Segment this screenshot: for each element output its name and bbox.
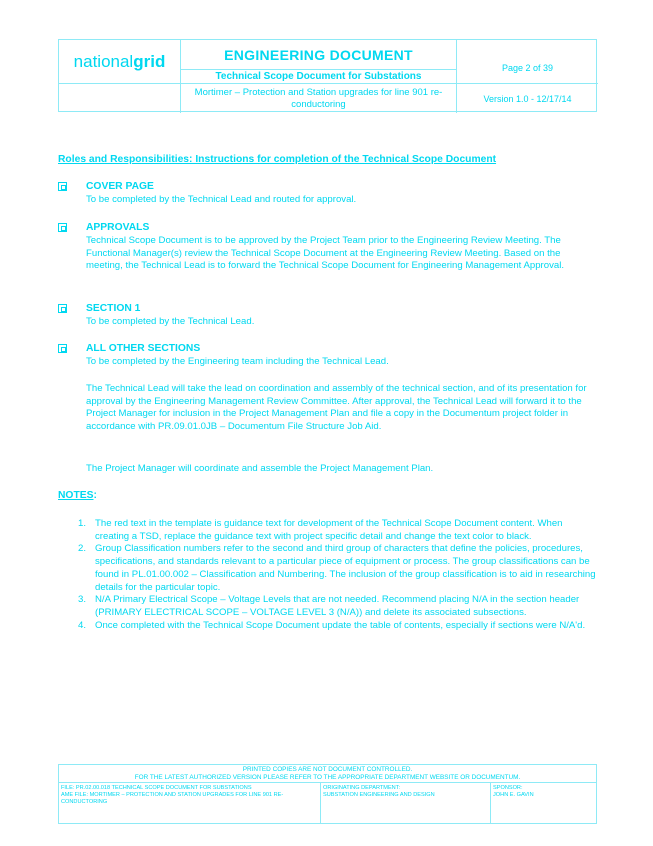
instructions-heading: Roles and Responsibilities: Instructions for completion of the Technical Scope Document: [58, 154, 497, 165]
note-item: [78, 543, 598, 594]
section-title: APPROVALS: [86, 222, 150, 233]
section-body: To be completed by the Engineering team including the Technical Lead.: [86, 356, 389, 367]
section-body: Technical Scope Document is to be approved by the Project Team prior to the Engineering Review Meeting. The Functional Manager(s) review the Technical Scope Document at the Engineering Review Meeting. Based on the meeting, the Technical Lead is to forward the Technical Scope Document for Engineering Management Approval.: [86, 235, 565, 272]
version-label: Version 1.0 - 12/17/14: [483, 93, 572, 104]
section-title: SECTION 1: [86, 303, 141, 314]
notes-heading: NOTES:: [58, 490, 97, 501]
note-text: Group Classification numbers refer to the second and third group of characters that define the policies, procedures, specifications, and standards relevant to a particular piece of equipment or process. The group classifications can be found in PL.01.00.002 – Classification and Numbering. The inclusion of the group classification is to aid in researching details for the particular topic.: [95, 543, 596, 593]
note-text: N/A Primary Electrical Scope – Voltage Levels that are not needed. Recommend placing N/A in the section header (PRIMARY ELECTRICAL SCOPE – VOLTAGE LEVEL 3 (N/A)) and delete its associated subsections.: [95, 594, 580, 618]
note-text: The red text in the template is guidance text for development of the Technical Scope Document content. When creating a TSD, replace the guidance text with project specific detail and change the text color to black.: [95, 518, 563, 542]
note-item: [78, 594, 598, 619]
footer-notice-line1: PRINTED COPIES ARE NOT DOCUMENT CONTROLLED.: [242, 766, 413, 773]
checkbox-icon: [58, 304, 67, 313]
section-body: To be completed by the Technical Lead.: [86, 316, 255, 327]
document-footer: [58, 764, 597, 824]
section-body: To be completed by the Technical Lead and routed for approval.: [86, 194, 357, 205]
notes-list: [78, 518, 598, 632]
footer-file-info: FILE: PR.02.00.018 TECHNICAL SCOPE DOCUMENT FOR SUBSTATIONS: [61, 785, 252, 791]
checkbox-icon: [58, 223, 67, 232]
notes-heading-label: NOTES: [58, 490, 94, 501]
header-empty-cell: [59, 84, 181, 113]
footer-sponsor-value: JOHN E. GAVIN: [493, 792, 534, 799]
footer-file-cell: [59, 783, 321, 824]
logo-prefix: national: [73, 51, 134, 71]
note-number: 2.: [78, 543, 87, 555]
technical-lead-paragraph: The Technical Lead will take the lead on coordination and assembly of the technical section, and of its presentation for approval by the Engineering Management Review Committee. After approval, the Technical Lead will forward it to the Project Manager for inclusion in the Project Management Plan and file a copy in the Documentum project folder in accordance with PR.09.01.0JB – Documentum File Structure Job Aid.: [86, 383, 587, 433]
note-item: [78, 620, 598, 633]
document-subtitle: Technical Scope Document for Substations: [181, 70, 457, 84]
footer-ame-file: AME FILE: MORTIMER – PROTECTION AND STATION UPGRADES FOR LINE 901 RE-CONDUCTORING: [61, 792, 284, 806]
note-text: Once completed with the Technical Scope Document update the table of contents, especially if sections were N/A'd.: [95, 619, 586, 631]
document-description: Mortimer – Protection and Station upgrades for line 901 re-conductoring: [181, 84, 457, 113]
section-title: COVER PAGE: [86, 181, 154, 192]
footer-sponsor-cell: [491, 783, 596, 824]
logo-suffix: grid: [133, 51, 166, 71]
company-logo: [59, 40, 181, 84]
checkbox-icon: [58, 344, 67, 353]
footer-department-cell: [321, 783, 491, 824]
note-item: [78, 518, 598, 543]
note-number: 4.: [78, 619, 87, 631]
checkbox-icon: [58, 182, 67, 191]
page-number: Page 2 of 39: [457, 40, 598, 84]
footer-sponsor-label: SPONSOR:: [493, 785, 523, 791]
note-number: 1.: [78, 518, 87, 529]
footer-department-label: ORIGINATING DEPARTMENT:: [323, 785, 401, 791]
document-header: [58, 39, 597, 112]
document-type: ENGINEERING DOCUMENT: [181, 40, 457, 70]
footer-department-value: SUBSTATION ENGINEERING AND DESIGN: [323, 792, 435, 799]
note-number: 3.: [78, 594, 87, 606]
project-manager-paragraph: The Project Manager will coordinate and assemble the Project Management Plan.: [86, 463, 434, 474]
footer-notice-line2: FOR THE LATEST AUTHORIZED VERSION PLEASE REFER TO THE APPROPRIATE DEPARTMENT WEBSITE OR DOCUMENTUM.: [134, 773, 521, 781]
footer-notice: [59, 765, 596, 783]
section-title: ALL OTHER SECTIONS: [86, 343, 201, 354]
